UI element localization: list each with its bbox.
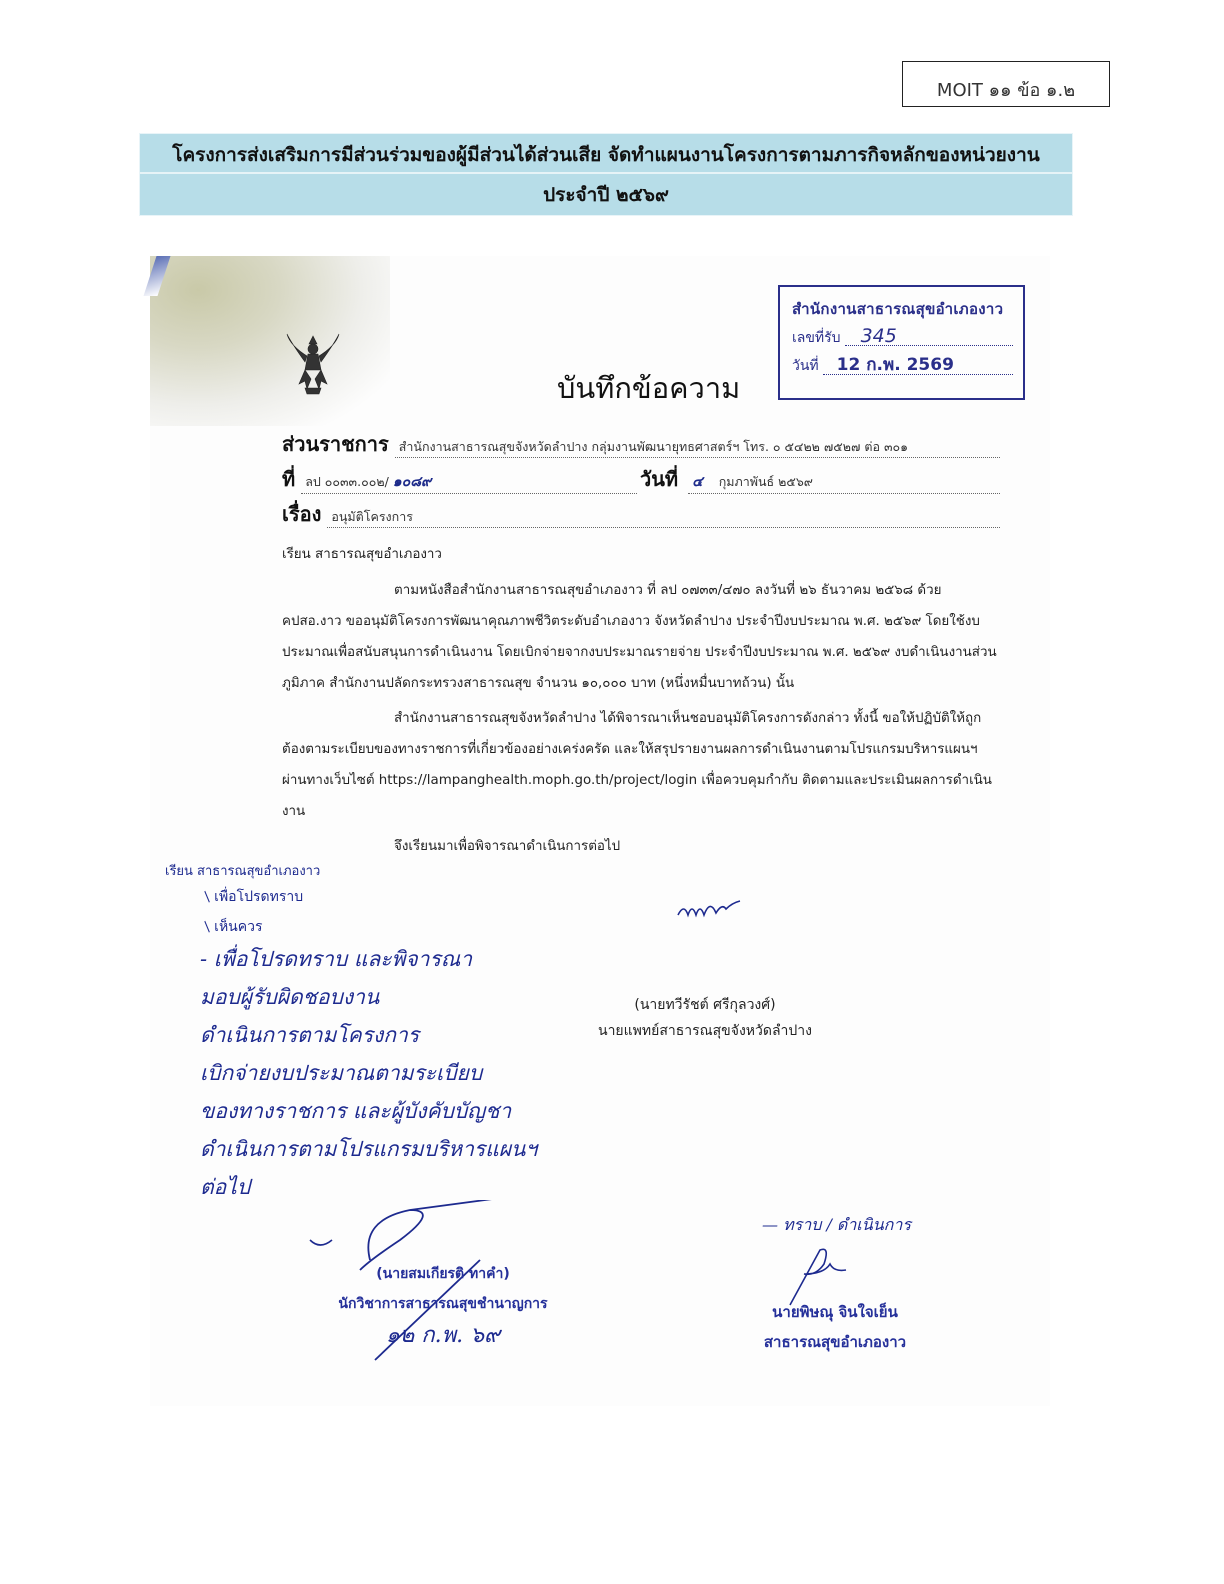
reference-printed: ลป ๐๐๓๓.๐๐๒/	[305, 474, 389, 489]
handwritten-note-lines	[200, 940, 630, 1206]
garuda-emblem-icon	[283, 332, 343, 396]
handwritten-check-2: / เห็นควร	[200, 919, 263, 935]
handwritten-line: ต่อไป	[200, 1175, 251, 1199]
body-paragraph-2	[282, 703, 998, 827]
closing-line	[282, 831, 998, 862]
handwritten-to: เรียน สาธารณสุขอำเภองาว	[165, 864, 321, 879]
agency-value: สำนักงานสาธารณสุขจังหวัดลำปาง กลุ่มงานพัฒนายุทธศาสตร์ฯ โทร. ๐ ๕๔๒๒ ๗๕๒๗ ต่อ ๓๐๑	[395, 437, 1000, 458]
date-label: วันที่	[640, 467, 679, 491]
agency-label: ส่วนราชการ	[282, 432, 389, 456]
district-head-block	[755, 1300, 915, 1354]
reference-row	[282, 463, 637, 495]
handwritten-line: ของทางราชการ และผู้บังคับบัญชา	[200, 1099, 512, 1123]
handwritten-check-2-text: เห็นควร	[214, 919, 263, 935]
reference-handwritten: ๑๐๘๙	[392, 474, 432, 490]
date-value	[688, 471, 1000, 494]
officer-signer-block	[318, 1263, 568, 1352]
body-paragraph-1	[282, 575, 998, 699]
handwritten-check-1: / เพื่อโปรดทราบ	[200, 889, 304, 905]
reference-label: ที่	[282, 467, 296, 491]
handwritten-check-1-text: เพื่อโปรดทราบ	[214, 889, 304, 905]
date-month-year: กุมภาพันธ์ ๒๕๖๙	[718, 474, 813, 489]
scan-glare	[150, 256, 390, 426]
salutation: เรียน สาธารณสุขอำเภองาว	[282, 547, 442, 562]
stamp-receipt-row	[792, 327, 1013, 349]
body-paragraph-1-text: ตามหนังสือสำนักงานสาธารณสุขอำเภองาว ที่ ลป ๐๗๓๓/๔๗๐ ลงวันที่ ๒๖ ธันวาคม ๒๕๖๘ ด้วย คปสอ.งาว ขออนุมัติโครงการพัฒนาคุณภาพชีวิตระดับอำเภองาว จังหวัดลำปาง ประจำปีงบประมาณ พ.ศ. ๒๕๖๙ โดยใช้งบประมาณเพื่อสนับสนุนการดำเนินงาน โดยเบิกจ่ายจากงบประมาณรายจ่าย ประจำปีงบประมาณ พ.ศ. ๒๕๖๙ งบดำเนินงานส่วนภูมิภาค สำนักงานปลัดกระทรวงสาธารณสุข จำนวน ๑๐,๐๐๐ บาท (หนึ่งหมื่นบาทถ้วน) นั้น	[282, 583, 997, 691]
handwritten-line: - เพื่อโปรดทราบ และพิจารณา	[200, 947, 473, 971]
body-paragraph-2-text: สำนักงานสาธารณสุขจังหวัดลำปาง ได้พิจารณาเห็นชอบอนุมัติโครงการดังกล่าว ทั้งนี้ ขอให้ปฏิบัติให้ถูกต้องตามระเบียบของทางราชการที่เกี่ยวข้องอย่างเคร่งครัด และให้สรุปรายงานผลการดำเนินงานตามโปรแกรมบริหารแผนฯ ผ่านทางเว็บไซต์ https://lampanghealth.moph.go.th/project/login เพื่อควบคุมกำกับ ติดตามและประเมินผลการดำเนินงาน	[282, 711, 992, 819]
officer-signer-position: นักวิชาการสาธารณสุขชำนาญการ	[338, 1296, 548, 1312]
provincial-signer-name: (นายทวีรัชต์ ศรีกุลวงศ์)	[634, 997, 776, 1013]
subject-row	[282, 498, 1000, 530]
closing-text: จึงเรียนมาเพื่อพิจารณาดำเนินการต่อไป	[394, 839, 621, 854]
stamp-date-label: วันที่	[792, 358, 819, 374]
district-head-position: สาธารณสุขอำเภองาว	[763, 1333, 907, 1351]
agency-row	[282, 428, 1000, 460]
approval-note: — ทราบ / ดำเนินการ	[762, 1215, 911, 1234]
handwritten-line: มอบผู้รับผิดชอบงาน	[200, 985, 380, 1009]
subject-value: อนุมัติโครงการ	[327, 507, 1000, 528]
stamp-date-row	[792, 355, 1013, 377]
stamp-date-value: 12 ก.พ. 2569	[823, 356, 1013, 375]
moit-reference-box	[902, 61, 1110, 107]
reference-value	[301, 471, 637, 494]
project-title-banner	[139, 133, 1073, 216]
officer-signer-name: (นายสมเกียรติ ทาคำ)	[376, 1266, 510, 1282]
date-row	[640, 463, 1000, 495]
receipt-stamp	[778, 285, 1025, 400]
memo-title: บันทึกข้อความ	[557, 371, 741, 405]
handwritten-line: เบิกจ่ายงบประมาณตามระเบียบ	[200, 1061, 483, 1085]
handwritten-line: ดำเนินการตามโปรแกรมบริหารแผนฯ	[200, 1137, 538, 1161]
handwritten-line: ดำเนินการตามโครงการ	[200, 1023, 420, 1047]
date-day-handwritten: ๔	[692, 474, 703, 490]
banner-title-line1: โครงการส่งเสริมการมีส่วนร่วมของผู้มีส่วนได้ส่วนเสีย จัดทำแผนงานโครงการตามภารกิจหลักของหน่วยงาน	[140, 134, 1072, 174]
officer-sign-date: ๑๒ ก.พ. ๖๙	[385, 1323, 501, 1348]
moit-reference-text: MOIT ๑๑ ข้อ ๑.๒	[936, 79, 1076, 101]
provincial-signature	[676, 895, 756, 923]
stamp-receipt-label: เลขที่รับ	[792, 330, 841, 346]
district-head-name: นายพิษณุ จินใจเย็น	[772, 1303, 898, 1321]
banner-title-line2: ประจำปี ๒๕๖๙	[543, 184, 669, 206]
subject-label: เรื่อง	[282, 502, 322, 526]
stamp-receipt-number: 345	[845, 327, 1013, 346]
stamp-organization: สำนักงานสาธารณสุขอำเภองาว	[792, 300, 1004, 318]
provincial-signer-position: นายแพทย์สาธารณสุขจังหวัดลำปาง	[598, 1023, 812, 1039]
